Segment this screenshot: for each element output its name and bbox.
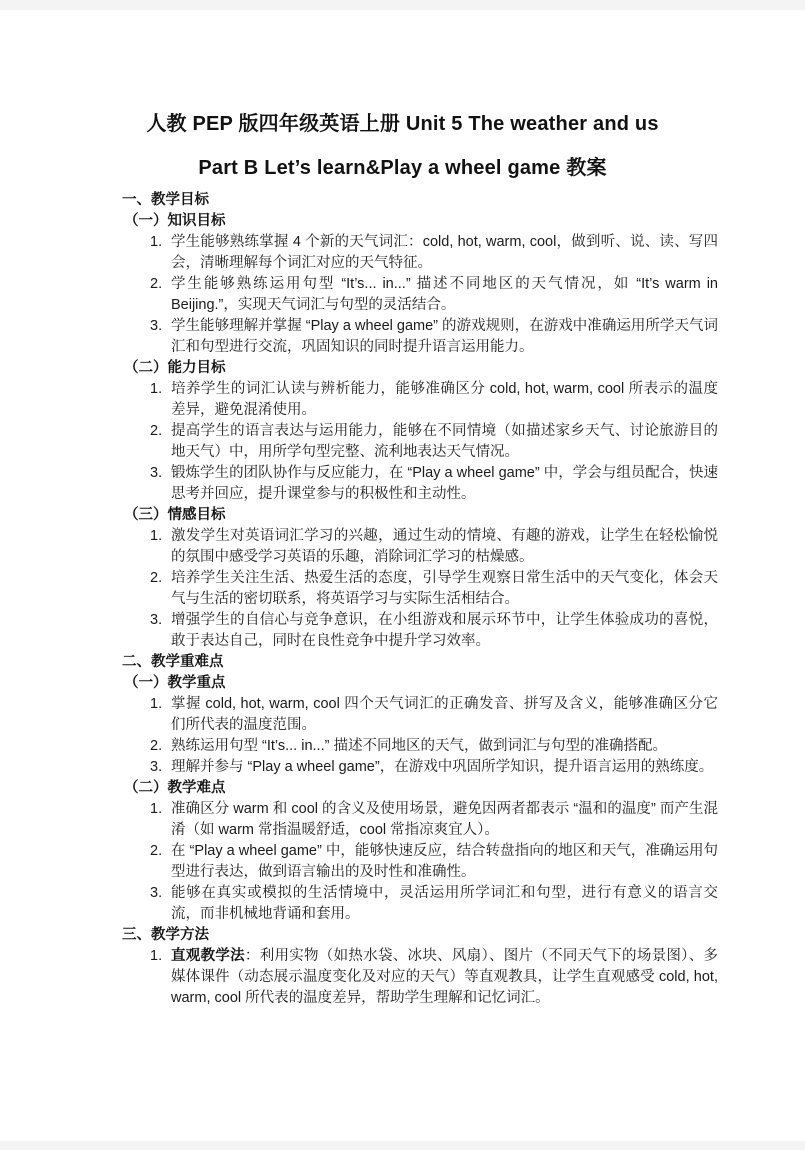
list-item-number: 3. <box>150 759 163 775</box>
subsection-heading-teaching-key-points: （一）教学重点 <box>124 675 226 691</box>
list-item-text-rest: ：利用实物（如热水袋、冰块、风扇）、图片（不同天气下的场景图）、多媒体课件（动态展示温度变化及对应的天气）等直观教具，让学生直观感受 cold, hot, warm, cool 所代表的温度差异，帮助学生理解和记忆词汇。 <box>171 948 718 1006</box>
document-body <box>0 190 805 1009</box>
section-heading-teaching-methods: 三、教学方法 <box>122 927 209 943</box>
list-item-text: 熟练运用句型 “It’s... in...” 描述不同地区的天气，做到词汇与句型的准确搭配。 <box>171 738 667 754</box>
list-item-text: 培养学生关注生活、热爱生活的态度，引导学生观察日常生活中的天气变化，体会天气与生活的密切联系，将英语学习与实际生活相结合。 <box>171 570 718 607</box>
ability-objectives-list <box>122 379 718 505</box>
list-item-number: 1. <box>150 528 163 544</box>
list-item <box>122 841 718 883</box>
list-item <box>122 610 718 652</box>
list-item-text: 学生能够熟练掌握 4 个新的天气词汇：cold, hot, warm, cool，做到听、说、读、写四会，清晰理解每个词汇对应的天气特征。 <box>171 234 718 271</box>
list-item-number: 2. <box>150 570 163 586</box>
list-item <box>122 568 718 610</box>
list-item-text: 理解并参与 “Play a wheel game”，在游戏中巩固所学知识，提升语言运用的熟练度。 <box>171 759 714 775</box>
list-item-number: 2. <box>150 276 163 292</box>
list-item <box>122 463 718 505</box>
list-item <box>122 421 718 463</box>
list-item-number: 3. <box>150 318 163 334</box>
section-heading-teaching-objectives: 一、教学目标 <box>122 192 209 208</box>
list-item <box>122 379 718 421</box>
teaching-key-points-list <box>122 694 718 778</box>
list-item-text: 提高学生的语言表达与运用能力，能够在不同情境（如描述家乡天气、讨论旅游目的地天气）中，用所学句型完整、流利地表达天气情况。 <box>171 423 718 460</box>
list-item-text: 激发学生对英语词汇学习的兴趣，通过生动的情境、有趣的游戏，让学生在轻松愉悦的氛围中感受学习英语的乐趣，消除词汇学习的枯燥感。 <box>171 528 718 565</box>
knowledge-objectives-list <box>122 232 718 358</box>
list-item <box>122 799 718 841</box>
list-item-number: 1. <box>150 801 163 817</box>
document-title <box>0 10 805 190</box>
list-item-text: 学生能够熟练运用句型 “It’s... in...” 描述不同地区的天气情况，如 “It’s warm in Beijing.”，实现天气词汇与句型的灵活结合。 <box>171 276 718 313</box>
list-item <box>122 736 718 757</box>
list-item-text: 锻炼学生的团队协作与反应能力，在 “Play a wheel game” 中，学会与组员配合，快速思考并回应，提升课堂参与的积极性和主动性。 <box>171 465 718 502</box>
subsection-heading-knowledge-objectives: （一）知识目标 <box>124 213 226 229</box>
list-item-text: 准确区分 warm 和 cool 的含义及使用场景，避免因两者都表示 “温和的温度” 而产生混淆（如 warm 常指温暖舒适，cool 常指凉爽宜人）。 <box>171 801 718 838</box>
list-item-number: 1. <box>150 696 163 712</box>
list-item <box>122 883 718 925</box>
subsection-heading-emotional-objectives: （三）情感目标 <box>124 507 226 523</box>
list-item-number: 1. <box>150 234 163 250</box>
list-item-number: 2. <box>150 423 163 439</box>
list-item-text: 学生能够理解并掌握 “Play a wheel game” 的游戏规则，在游戏中准确运用所学天气词汇和句型进行交流，巩固知识的同时提升语言运用能力。 <box>171 318 718 355</box>
list-item-number: 3. <box>150 612 163 628</box>
list-item-text: 增强学生的自信心与竞争意识，在小组游戏和展示环节中，让学生体验成功的喜悦，敢于表达自己，同时在良性竞争中提升学习效率。 <box>171 612 718 649</box>
list-item-number: 3. <box>150 885 163 901</box>
list-item-text: 在 “Play a wheel game” 中，能够快速反应，结合转盘指向的地区和天气，准确运用句型进行表达，做到语言输出的及时性和准确性。 <box>171 843 718 880</box>
list-item-text <box>171 948 718 1006</box>
list-item <box>122 757 718 778</box>
list-item-bold-lead: 直观教学法 <box>171 948 245 964</box>
list-item <box>122 274 718 316</box>
list-item-text: 能够在真实或模拟的生活情境中，灵活运用所学词汇和句型，进行有意义的语言交流，而非机械地背诵和套用。 <box>171 885 718 922</box>
title-line-2: Part B Let’s learn&Play a wheel game 教案 <box>198 157 607 179</box>
list-item <box>122 946 718 1009</box>
teaching-difficult-points-list <box>122 799 718 925</box>
list-item-number: 3. <box>150 465 163 481</box>
section-heading-key-difficult-points: 二、教学重难点 <box>122 654 224 670</box>
emotional-objectives-list <box>122 526 718 652</box>
list-item-number: 2. <box>150 843 163 859</box>
list-item <box>122 526 718 568</box>
list-item <box>122 694 718 736</box>
document-page <box>0 10 805 1141</box>
list-item <box>122 316 718 358</box>
list-item-text: 培养学生的词汇认读与辨析能力，能够准确区分 cold, hot, warm, cool 所表示的温度差异，避免混淆使用。 <box>171 381 718 418</box>
list-item-number: 1. <box>150 381 163 397</box>
list-item-number: 1. <box>150 948 163 964</box>
subsection-heading-ability-objectives: （二）能力目标 <box>124 360 226 376</box>
teaching-methods-list <box>122 946 718 1009</box>
list-item <box>122 232 718 274</box>
canvas-bottom-margin <box>0 1141 805 1150</box>
subsection-heading-teaching-difficult-points: （二）教学难点 <box>124 780 226 796</box>
list-item-number: 2. <box>150 738 163 754</box>
title-line-1: 人教 PEP 版四年级英语上册 Unit 5 The weather and us <box>146 113 659 135</box>
list-item-text: 掌握 cold, hot, warm, cool 四个天气词汇的正确发音、拼写及含义，能够准确区分它们所代表的温度范围。 <box>171 696 718 733</box>
